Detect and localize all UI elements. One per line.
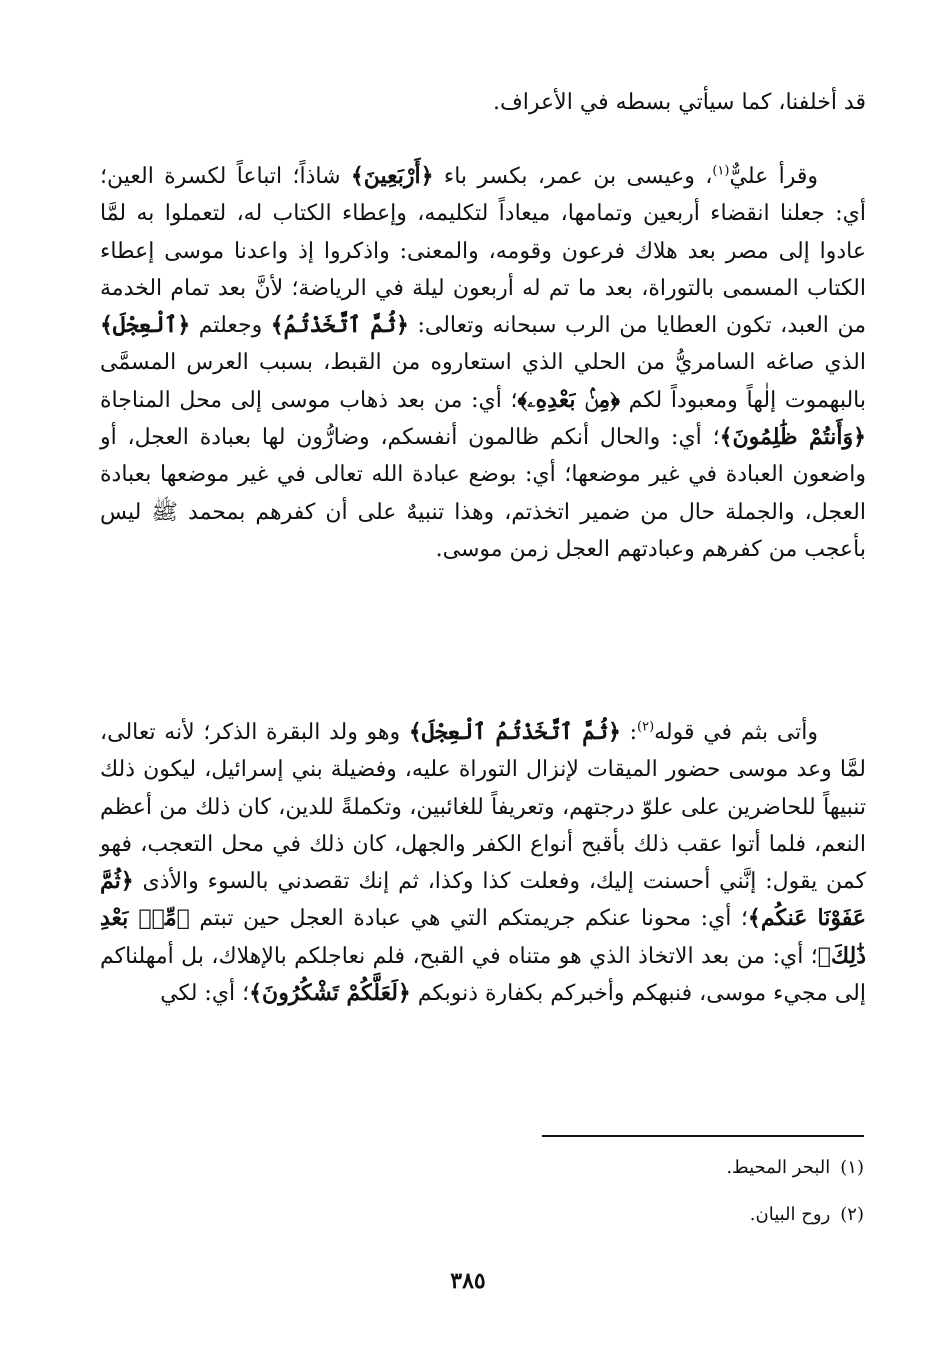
quran-quote: ﴿ٱلْعِجْلَ﴾	[100, 312, 191, 339]
para2-text-3: وهو ولد البقرة الذكر؛ لأنه تعالى، لمَّا وعد موسى حضور الميقات لإنزال التوراة عليه، وفضيلة بني إسرائيل، ليكون ذلك تنبيهاً للحاضرين على علوّ درجتهم، وتعريفاً للغائبين، وتكملةً للدين، كان ذلك من أعظم النعم، فلما أتوا عقب ذلك بأقبح أنواع الكفر والجهل، كان ذلك في محل التعجب، فهو كمن يقول: إنَّني أحسنت إليك، وفعلت كذا وكذا، ثم إنك تقصدني بالسوء والأذى	[100, 720, 866, 895]
quran-quote: ﴿لَعَلَّكُمْ تَشْكُرُونَ﴾	[249, 980, 411, 1007]
para2-text-2: :	[620, 720, 637, 745]
quran-quote: ﴿مِّنۢ بَعْدِ ذَٰلِكَ﴾	[100, 905, 866, 969]
para2-text-6: ؛ أي: لكي	[160, 981, 250, 1007]
para1-text-5: الذي صاغه السامريُّ من الحلي الذي استعاروه من القبط، بسبب العرس المسمَّى بالبهموت إلٰهاً ومعبوداً لكم	[100, 350, 866, 413]
footnote-2	[464, 1203, 864, 1227]
para1-text-3: شاذاً؛ اتباعاً لكسرة العين؛ أي: جعلنا انقضاء أربعين وتمامها، ميعاداً لتكليمه، وإعطاء الكتاب له، لتعملوا به لمَّا عادوا إلى مصر بعد هلاك فرعون وقومه، والمعنى: واذكروا إذ واعدنا موسى إعطاء الكتاب المسمى بالتوراة، بعد ما تم له أربعون ليلة في الرياضة؛ لأنَّ بعد تمام الخدمة من العبد، تكون العطايا من الرب سبحانه وتعالى:	[100, 164, 866, 339]
para1-text-1: وقرأ عليٌّ	[729, 164, 818, 189]
quran-quote: ﴿ثُمَّ ٱتَّخَذْتُمُ﴾	[270, 312, 409, 339]
para2-text-1: وأتى بثم في قوله	[654, 720, 819, 745]
para1-text-2: ، وعيسى بن عمر، بكسر باء	[433, 164, 713, 189]
footnote-ref-1: (١)	[712, 163, 730, 179]
quran-quote: ﴿أَرْبَعِينَ﴾	[350, 163, 434, 189]
intro-line	[100, 84, 866, 121]
quran-quote: ﴿مِنۢ بَعْدِهِۦ﴾	[517, 386, 620, 413]
footnote-text: البحر المحيط.	[726, 1157, 831, 1178]
footnote-number: (١)	[840, 1157, 864, 1178]
quran-quote: ﴿ثُمَّ عَفَوْنَا عَنكُم﴾	[100, 868, 867, 932]
para1-text-4: وجعلتم	[190, 313, 271, 339]
footnote-separator	[542, 1135, 864, 1137]
para1-text-7: ؛ أي: والحال أنكم ظالمون أنفسكم، وضارُّون لها بعبادة العجل، أو واضعون العبادة في غير موضعها؛ أي: بوضع عبادة الله تعالى في غير موضعها بعبادة العجل، والجملة حال من ضمير اتخذتم، وهذا تنبيهٌ على أن كفرهم بمحمد ﷺ ليس بأعجب من كفرهم وعبادتهم العجل زمن موسى.	[100, 425, 866, 562]
paragraph-2	[100, 714, 866, 1012]
intro-text: قد أخلفنا، كما سيأتي بسطه في الأعراف.	[492, 90, 866, 115]
para2-text-4: ؛ أي: محونا عنكم جريمتكم التي هي عبادة العجل حين تبتم	[189, 906, 748, 932]
quran-quote: ﴿وَأَنتُمْ ظَٰلِمُونَ﴾	[719, 424, 866, 451]
para1-text-6: ؛ أي: من بعد ذهاب موسى إلى محل المناجاة	[100, 387, 518, 413]
quran-quote: ﴿ثُمَّ ٱتَّخَذْتُمُ ٱلْعِجْلَ﴾	[408, 719, 621, 745]
paragraph-1	[100, 158, 866, 568]
footnote-text: روح البيان.	[749, 1204, 831, 1225]
para2-text-5: ؛ أي: من بعد الاتخاذ الذي هو متناه في القبح، فلم نعاجلكم بالإهلاك، بل أمهلناكم إلى مجيء موسى، فنبهكم وأخبركم بكفارة ذنوبكم	[100, 943, 866, 1007]
footnote-ref-2: (٢)	[637, 719, 655, 735]
footnote-number: (٢)	[840, 1204, 864, 1225]
footnote-1	[464, 1156, 864, 1180]
page-number: ٣٨٥	[450, 1268, 486, 1294]
